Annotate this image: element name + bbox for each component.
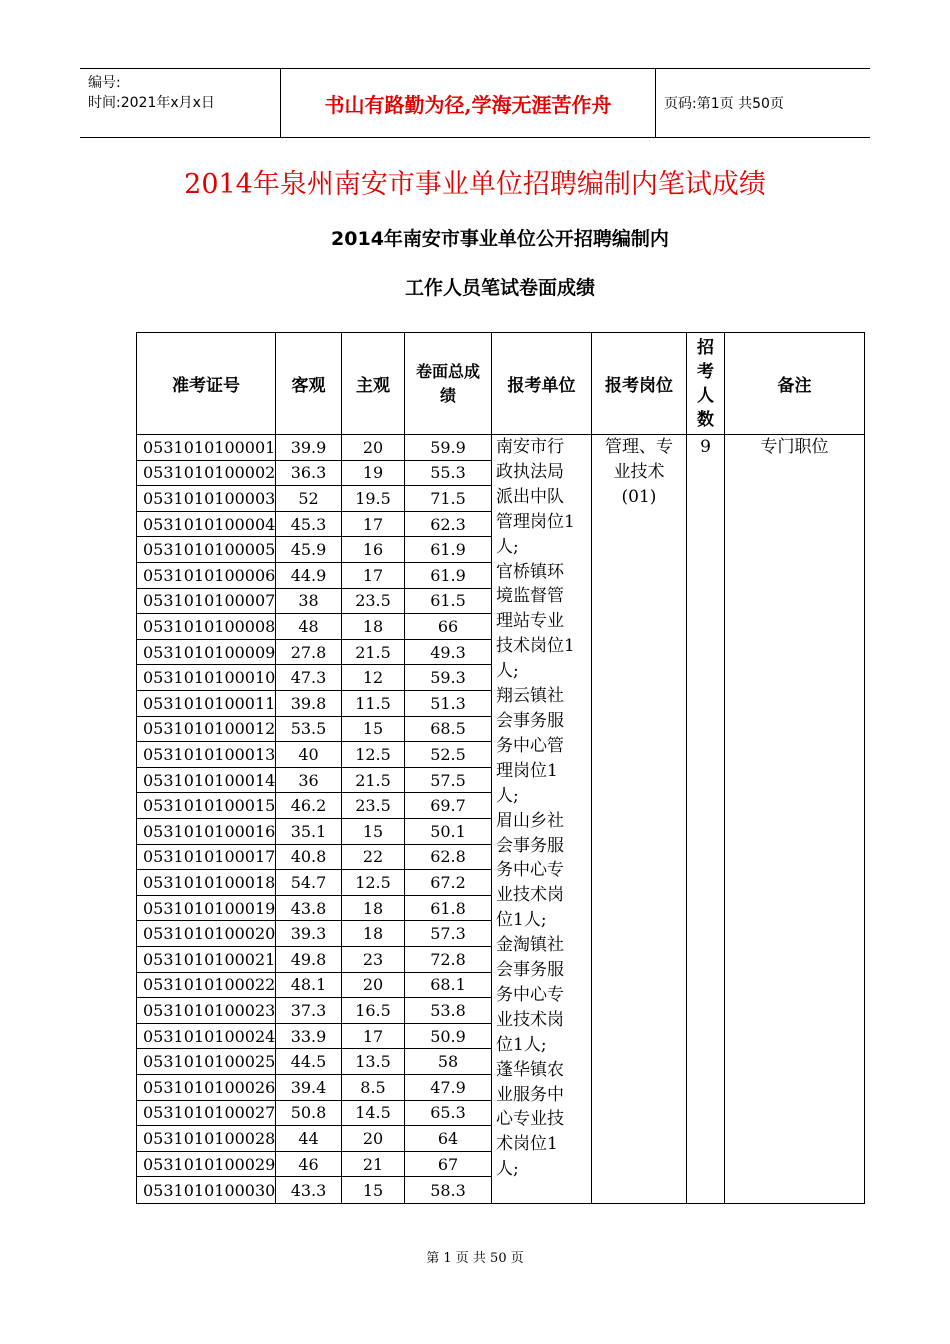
cell-objective: 53.5 [276,717,342,742]
cell-objective: 27.8 [276,640,342,665]
cell-id: 0531010100014 [137,768,276,793]
cell-id: 0531010100003 [137,486,276,511]
cell-total: 67 [405,1152,492,1177]
cell-total: 61.9 [405,563,492,588]
note-text: 专门职位 [760,437,829,457]
cell-objective: 36 [276,768,342,793]
cell-id: 0531010100005 [137,537,276,562]
cell-subjective: 19.5 [342,486,405,511]
table-row [137,742,492,768]
table-row [137,691,492,717]
cell-total: 69.7 [405,793,492,818]
cell-objective: 39.3 [276,921,342,946]
cell-subjective: 17 [342,563,405,588]
cell-objective: 40.8 [276,845,342,870]
cell-subjective: 14.5 [342,1101,405,1126]
cell-id: 0531010100025 [137,1049,276,1074]
table-row [137,845,492,871]
col-header-id: 准考证号 [137,333,276,434]
cell-objective: 48 [276,614,342,639]
cell-id: 0531010100021 [137,947,276,972]
table-row [137,768,492,794]
cell-total: 47.9 [405,1075,492,1100]
quota-cell [687,435,725,1203]
cell-id: 0531010100009 [137,640,276,665]
cell-subjective: 20 [342,1126,405,1151]
cell-id: 0531010100012 [137,717,276,742]
cell-objective: 43.3 [276,1177,342,1203]
cell-objective: 45.3 [276,512,342,537]
cell-objective: 44.5 [276,1049,342,1074]
note-cell [725,435,864,1203]
cell-total: 58.3 [405,1177,492,1203]
cell-objective: 50.8 [276,1101,342,1126]
cell-subjective: 18 [342,921,405,946]
cell-total: 72.8 [405,947,492,972]
cell-objective: 40 [276,742,342,767]
cell-id: 0531010100019 [137,896,276,921]
table-row [137,717,492,743]
table-row [137,819,492,845]
time-label: 时间:2021年x月x日 [88,95,215,111]
cell-objective: 39.4 [276,1075,342,1100]
cell-subjective: 12 [342,665,405,690]
cell-subjective: 12.5 [342,870,405,895]
cell-id: 0531010100029 [137,1152,276,1177]
cell-total: 53.8 [405,998,492,1023]
col-header-quota: 招考人数 [687,333,725,434]
cell-subjective: 16 [342,537,405,562]
cell-id: 0531010100016 [137,819,276,844]
cell-subjective: 16.5 [342,998,405,1023]
cell-total: 61.9 [405,537,492,562]
cell-id: 0531010100022 [137,973,276,998]
col-header-objective: 客观 [276,333,342,434]
page-subtitle-line2: 工作人员笔试卷面成绩 [404,277,595,299]
cell-objective: 36.3 [276,461,342,486]
cell-objective: 46 [276,1152,342,1177]
header-motto: 书山有路勤为径,学海无涯苦作舟 [324,92,612,117]
cell-total: 59.9 [405,435,492,460]
col-header-subjective: 主观 [342,333,405,434]
cell-id: 0531010100028 [137,1126,276,1151]
cell-objective: 54.7 [276,870,342,895]
cell-subjective: 23 [342,947,405,972]
cell-objective: 37.3 [276,998,342,1023]
cell-total: 51.3 [405,691,492,716]
table-row [137,921,492,947]
cell-id: 0531010100015 [137,793,276,818]
cell-total: 65.3 [405,1101,492,1126]
table-row [137,870,492,896]
col-header-post: 报考岗位 [592,333,687,434]
cell-subjective: 11.5 [342,691,405,716]
cell-objective: 46.2 [276,793,342,818]
cell-objective: 39.9 [276,435,342,460]
table-row [137,1024,492,1050]
cell-total: 55.3 [405,461,492,486]
cell-subjective: 17 [342,512,405,537]
cell-total: 68.1 [405,973,492,998]
cell-subjective: 8.5 [342,1075,405,1100]
cell-objective: 33.9 [276,1024,342,1049]
cell-subjective: 18 [342,614,405,639]
table-row [137,563,492,589]
cell-id: 0531010100008 [137,614,276,639]
cell-total: 62.8 [405,845,492,870]
cell-subjective: 20 [342,435,405,460]
cell-objective: 49.8 [276,947,342,972]
cell-total: 59.3 [405,665,492,690]
cell-objective: 44.9 [276,563,342,588]
table-row [137,435,492,461]
cell-subjective: 23.5 [342,589,405,614]
cell-subjective: 15 [342,1177,405,1203]
post-cell [592,435,687,1203]
cell-total: 50.1 [405,819,492,844]
unit-text: 南安市行 政执法局 派出中队 管理岗位1 人; 官桥镇环 境监督管 理站专业 技术岗位1 人; 翔云镇社 会事务服 务中心管 理岗位1 人; 眉山乡社 会事务服 务中心专 业技术岗 位1人; 金淘镇社 会事务服 务中心专 业技术岗 位1人; 蓬华镇农 业服务中 心专业技 术岗位1 人; [496,437,575,1180]
cell-total: 64 [405,1126,492,1151]
cell-id: 0531010100018 [137,870,276,895]
cell-total: 68.5 [405,717,492,742]
cell-total: 52.5 [405,742,492,767]
cell-subjective: 18 [342,896,405,921]
table-row [137,998,492,1024]
table-row [137,973,492,999]
header-meta [80,69,280,137]
cell-subjective: 13.5 [342,1049,405,1074]
cell-id: 0531010100002 [137,461,276,486]
cell-total: 58 [405,1049,492,1074]
cell-objective: 48.1 [276,973,342,998]
post-text: 管理、专 业技术 (01) [605,437,673,507]
cell-total: 67.2 [405,870,492,895]
cell-total: 50.9 [405,1024,492,1049]
cell-id: 0531010100010 [137,665,276,690]
cell-objective: 39.8 [276,691,342,716]
table-row [137,947,492,973]
table-row [137,1152,492,1178]
score-table [136,332,865,1204]
table-row [137,1177,492,1203]
page-title: 2014年泉州南安市事业单位招聘编制内笔试成绩 [184,169,766,200]
cell-subjective: 15 [342,819,405,844]
table-row [137,896,492,922]
number-label: 编号: [88,75,121,91]
cell-id: 0531010100001 [137,435,276,460]
col-header-note: 备注 [777,376,812,396]
table-row [137,614,492,640]
cell-subjective: 17 [342,1024,405,1049]
cell-id: 0531010100013 [137,742,276,767]
cell-subjective: 21 [342,1152,405,1177]
table-row [137,589,492,615]
cell-subjective: 21.5 [342,640,405,665]
cell-id: 0531010100007 [137,589,276,614]
cell-subjective: 21.5 [342,768,405,793]
cell-total: 57.3 [405,921,492,946]
cell-id: 0531010100024 [137,1024,276,1049]
cell-subjective: 22 [342,845,405,870]
table-row [137,486,492,512]
cell-id: 0531010100017 [137,845,276,870]
page-subtitle-line1: 2014年南安市事业单位公开招聘编制内 [331,228,669,250]
cell-objective: 43.8 [276,896,342,921]
cell-subjective: 15 [342,717,405,742]
cell-subjective: 23.5 [342,793,405,818]
table-row [137,512,492,538]
cell-subjective: 12.5 [342,742,405,767]
cell-objective: 52 [276,486,342,511]
cell-total: 61.5 [405,589,492,614]
cell-subjective: 19 [342,461,405,486]
table-row [137,1049,492,1075]
cell-id: 0531010100004 [137,512,276,537]
table-row [137,793,492,819]
document-header [80,68,870,138]
cell-id: 0531010100023 [137,998,276,1023]
cell-objective: 47.3 [276,665,342,690]
col-header-total: 卷面总成绩 [405,333,492,434]
cell-total: 49.3 [405,640,492,665]
cell-objective: 45.9 [276,537,342,562]
col-header-unit: 报考单位 [492,333,592,434]
unit-cell [492,435,592,1203]
table-row [137,640,492,666]
cell-total: 57.5 [405,768,492,793]
cell-total: 66 [405,614,492,639]
header-page-info: 页码:第1页 共50页 [664,96,784,112]
cell-total: 62.3 [405,512,492,537]
cell-id: 0531010100030 [137,1177,276,1203]
cell-objective: 35.1 [276,819,342,844]
cell-id: 0531010100020 [137,921,276,946]
table-row [137,665,492,691]
cell-total: 61.8 [405,896,492,921]
table-row [137,461,492,487]
cell-objective: 38 [276,589,342,614]
cell-id: 0531010100027 [137,1101,276,1126]
cell-objective: 44 [276,1126,342,1151]
table-row [137,1101,492,1127]
cell-id: 0531010100011 [137,691,276,716]
cell-total: 71.5 [405,486,492,511]
cell-subjective: 20 [342,973,405,998]
table-row [137,537,492,563]
cell-id: 0531010100026 [137,1075,276,1100]
table-row [137,1075,492,1101]
cell-id: 0531010100006 [137,563,276,588]
quota-value: 9 [700,437,711,457]
table-row [137,1126,492,1152]
page-footer: 第 1 页 共 50 页 [426,1251,524,1266]
